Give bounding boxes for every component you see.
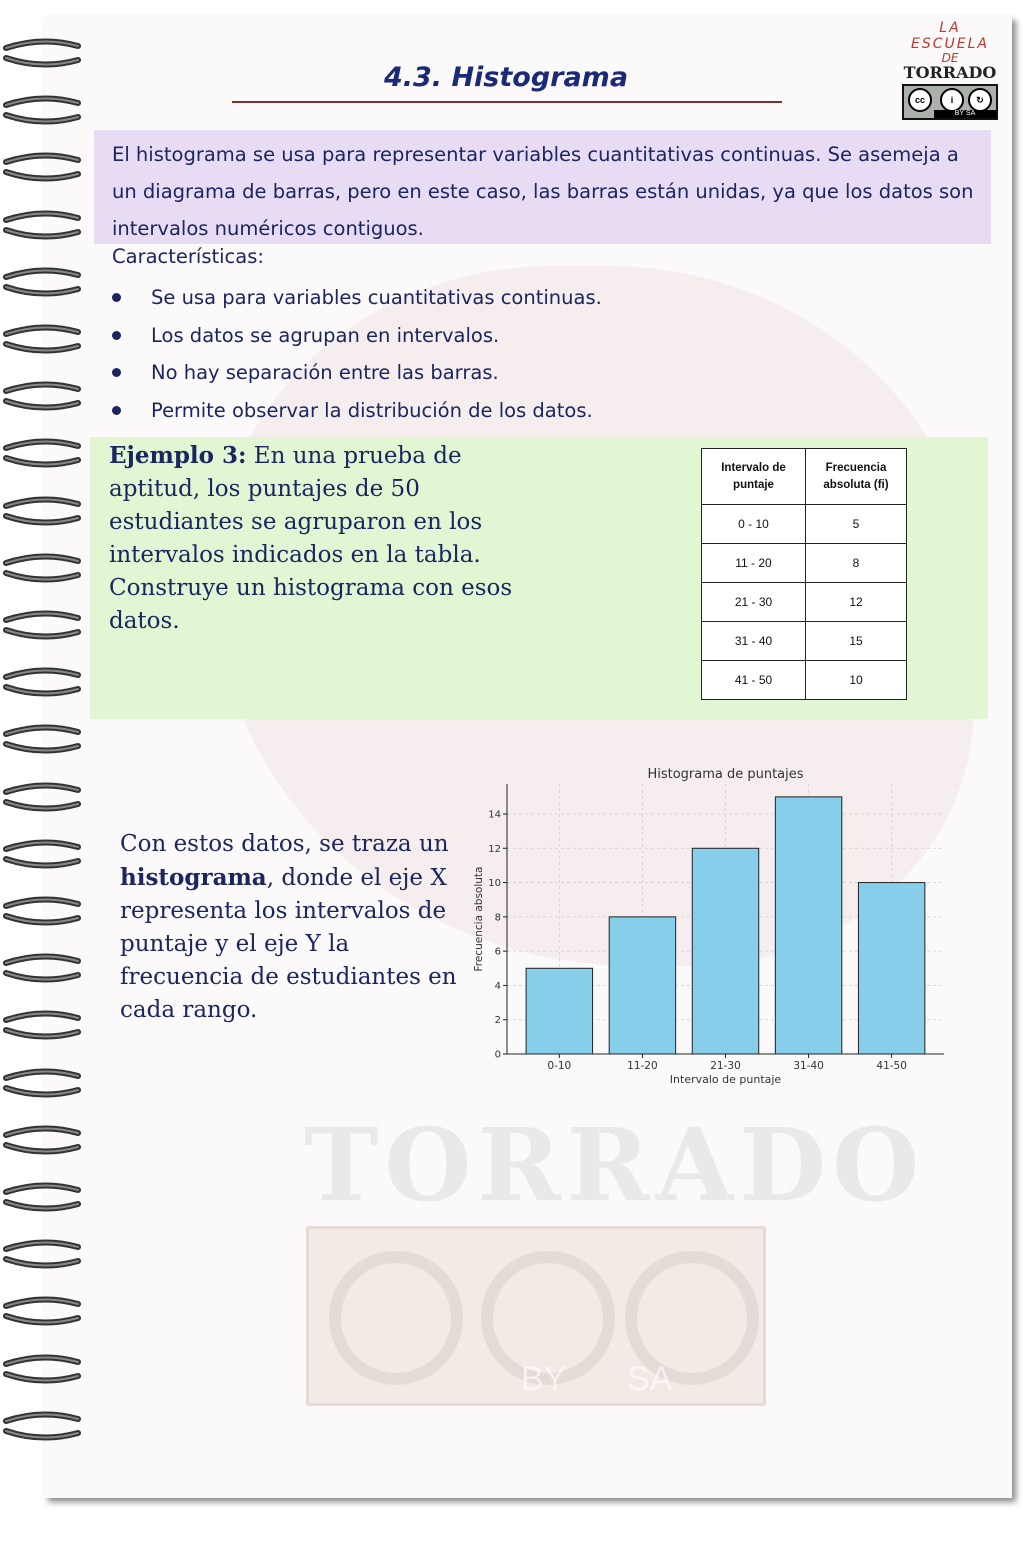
spiral-ring	[2, 210, 82, 240]
conclusion-bold: histograma	[120, 864, 267, 891]
spiral-ring	[2, 1068, 82, 1098]
spiral-ring	[2, 95, 82, 125]
spiral-ring	[2, 267, 82, 297]
table-cell: 10	[806, 661, 907, 700]
table-row	[702, 583, 907, 622]
table-cell: 0 - 10	[702, 505, 806, 544]
spiral-ring	[2, 496, 82, 526]
conclusion-part2: , donde el eje X representa los intervalos de puntaje y el eje Y la frecuencia de estudiantes en cada rango.	[120, 865, 457, 1023]
x-tick-label: 0-10	[547, 1060, 572, 1072]
logo-line1: LA ESCUELA	[911, 20, 989, 52]
histogram-bar	[692, 848, 758, 1054]
license-label: BY SA	[934, 110, 996, 118]
y-tick-label: 6	[494, 946, 501, 958]
frequency-table	[701, 448, 907, 700]
y-tick-label: 10	[488, 878, 501, 890]
spiral-ring	[2, 381, 82, 411]
spiral-ring	[2, 1182, 82, 1212]
conclusion-text	[120, 828, 460, 1027]
histogram-bar	[858, 883, 924, 1054]
school-logo	[900, 20, 1000, 120]
x-axis-label: Intervalo de puntaje	[669, 1073, 782, 1086]
table-cell: 5	[806, 505, 907, 544]
y-tick-label: 4	[494, 980, 501, 992]
watermark-sa: SA	[627, 1360, 673, 1398]
x-tick-label: 21-30	[710, 1060, 741, 1072]
spiral-ring	[2, 1296, 82, 1326]
list-item: Se usa para variables cuantitativas continuas.	[110, 283, 602, 321]
spiral-ring	[2, 438, 82, 468]
histogram-bar	[526, 968, 592, 1054]
table-cell: 11 - 20	[702, 544, 806, 583]
spiral-ring	[2, 1125, 82, 1155]
list-item: No hay separación entre las barras.	[110, 358, 602, 396]
spiral-ring	[2, 667, 82, 697]
table-cell: 12	[806, 583, 907, 622]
x-tick-label: 41-50	[876, 1060, 907, 1072]
list-item: Los datos se agrupan en intervalos.	[110, 321, 602, 359]
characteristics-title: Características:	[112, 245, 264, 268]
histogram-chart	[466, 760, 956, 1090]
watermark-by: BY	[521, 1360, 567, 1398]
y-tick-label: 14	[488, 809, 501, 821]
spiral-ring	[2, 610, 82, 640]
table-header: Frecuencia absoluta (fi)	[806, 449, 907, 505]
spiral-ring	[2, 782, 82, 812]
spiral-ring	[2, 896, 82, 926]
histogram-bar	[775, 797, 841, 1054]
logo-line2: DE	[941, 51, 959, 65]
example-label: Ejemplo 3:	[109, 442, 247, 469]
y-tick-label: 0	[494, 1049, 501, 1061]
x-tick-label: 31-40	[793, 1060, 824, 1072]
table-cell: 21 - 30	[702, 583, 806, 622]
table-cell: 41 - 50	[702, 661, 806, 700]
table-row	[702, 544, 907, 583]
example-body: En una prueba de aptitud, los puntajes de 50 estudiantes se agruparon en los intervalos indicados en la tabla. Construye un histograma con esos datos.	[109, 443, 513, 634]
page-title: 4.3. Histograma	[383, 62, 629, 93]
table-row	[702, 661, 907, 700]
spiral-ring	[2, 1239, 82, 1269]
x-tick-label: 11-20	[627, 1060, 658, 1072]
y-tick-label: 8	[494, 912, 501, 924]
table-cell: 8	[806, 544, 907, 583]
spiral-ring	[2, 553, 82, 583]
spiral-ring	[2, 839, 82, 869]
histogram-bar	[609, 917, 675, 1054]
table-cell: 31 - 40	[702, 622, 806, 661]
watermark-text: TORRADO	[304, 1106, 926, 1224]
spiral-ring	[2, 152, 82, 182]
spiral-ring	[2, 1411, 82, 1441]
spiral-ring	[2, 953, 82, 983]
spiral-ring	[2, 324, 82, 354]
watermark-cc-badge	[306, 1226, 766, 1406]
y-tick-label: 2	[494, 1015, 501, 1027]
table-header-row	[702, 449, 907, 505]
cc-icon: cc	[908, 88, 932, 112]
list-item: Permite observar la distribución de los datos.	[110, 396, 602, 434]
spiral-ring	[2, 1354, 82, 1384]
cc-license-badge	[902, 84, 998, 120]
table-row	[702, 505, 907, 544]
logo-line3: TORRADO	[903, 63, 997, 82]
table-row	[702, 622, 907, 661]
chart-title: Histograma de puntajes	[647, 767, 804, 782]
intro-box	[94, 130, 991, 244]
table-header: Intervalo de puntaje	[702, 449, 806, 505]
spiral-ring	[2, 1010, 82, 1040]
characteristics-list	[110, 283, 602, 433]
title-underline	[232, 101, 782, 103]
example-text	[109, 439, 529, 638]
intro-text: El histograma se usa para representar variables cuantitativas continuas. Se asemeja a un diagrama de barras, pero en este caso, las barras están unidas, ya que los datos son intervalos numéricos contiguos.	[112, 143, 974, 240]
share-alike-icon: ↻	[968, 88, 992, 112]
y-axis-label: Frecuencia absoluta	[473, 866, 485, 972]
table-cell: 15	[806, 622, 907, 661]
spiral-ring	[2, 38, 82, 68]
attribution-icon: i	[940, 88, 964, 112]
y-tick-label: 12	[488, 843, 501, 855]
conclusion-part1: Con estos datos, se traza un	[120, 831, 449, 857]
example-box	[90, 437, 988, 719]
spiral-ring	[2, 724, 82, 754]
